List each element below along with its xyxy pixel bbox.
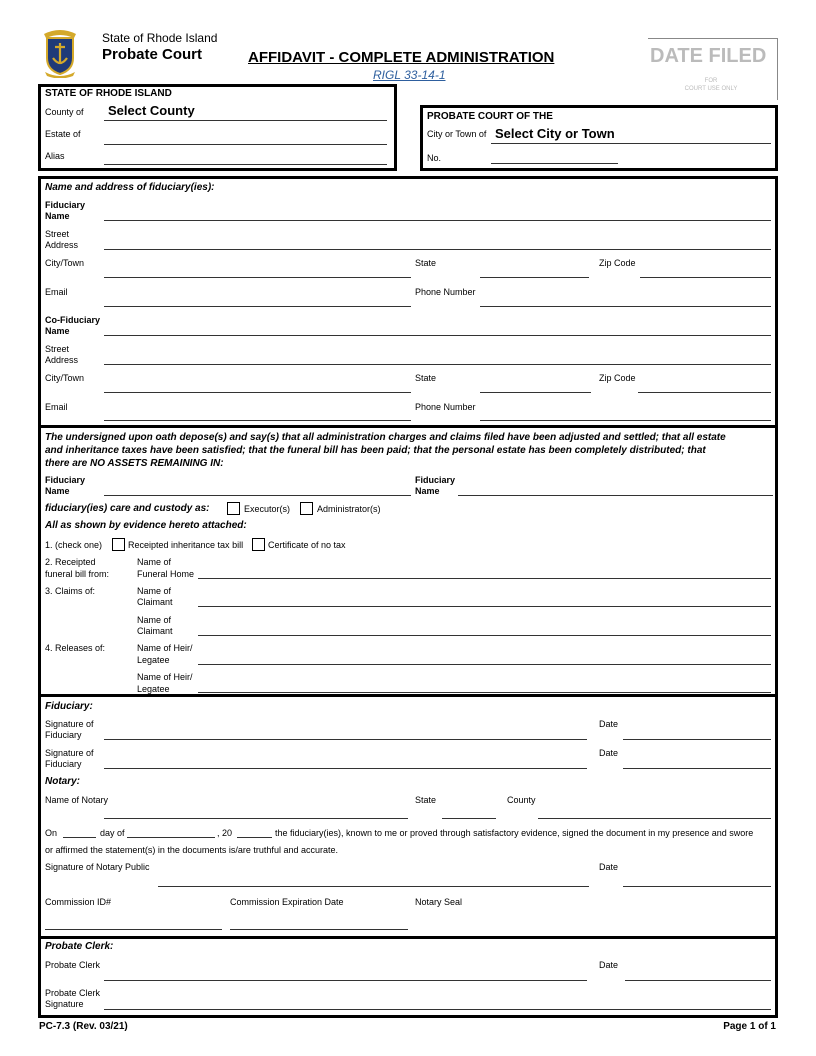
notary-date-field[interactable] [623,886,771,887]
administrator-checkbox[interactable] [300,502,313,515]
date-label: Date [599,960,619,970]
notary-name-field[interactable] [104,818,408,819]
phone-label: Phone Number [415,287,476,297]
jurat-text: the fiduciary(ies), known to me or proved through satisfactory evidence, signed the document in my presence and swore [275,828,754,838]
county-label: County of [45,107,84,117]
administrator-label: Administrator(s) [317,504,381,514]
co-fiduciary-label: Name [45,326,70,336]
court-use-only-label: COURT USE ONLY [684,86,738,92]
notary-signature-label: Signature of Notary Public [45,862,150,872]
commission-expiration-label: Commission Expiration Date [230,897,344,907]
street-label: Street [45,344,70,354]
executor-checkbox[interactable] [227,502,240,515]
date-filed-label: DATE FILED [650,45,767,67]
alias-label: Alias [45,151,65,161]
case-no-field[interactable] [491,163,618,164]
claimant-field-2[interactable] [198,635,771,636]
funeral-bill-label: funeral bill from: [45,569,110,579]
jurat-text: or affirmed the statement(s) in the documents is/are truthful and accurate. [45,845,338,855]
claimant-label: Claimant [137,597,173,607]
affidavit-text: and inheritance taxes have been satisfied; that the funeral bill has been paid; that the personal estate has been completely distributed; that [45,445,706,456]
court-heading: PROBATE COURT OF THE [427,111,553,122]
section-divider [39,936,777,939]
heir-label: Name of Heir/ [137,643,193,653]
estate-label: Estate of [45,129,81,139]
co-fiduciary-email-field[interactable] [104,420,411,421]
fiduciaries-heading: Name and address of fiduciary(ies): [45,182,215,193]
commission-id-field[interactable] [45,929,222,930]
co-fiduciary-state-field[interactable] [480,392,591,393]
state-name: State of Rhode Island [102,31,218,45]
probate-clerk-heading: Probate Clerk: [45,941,114,952]
claimant-label: Claimant [137,626,173,636]
fiduciary-name-label: Name [45,486,70,496]
county-label: County [507,795,536,805]
fiduciary-street-field[interactable] [104,249,771,250]
evidence-label: All as shown by evidence hereto attached: [45,520,247,531]
county-select[interactable]: Select County [108,103,195,118]
check-one-label: 1. (check one) [45,540,103,550]
city-field[interactable] [491,143,771,144]
case-no-label: No. [427,153,442,163]
co-fiduciary-street-field[interactable] [104,364,771,365]
date-label: Date [599,862,619,872]
zip-label: Zip Code [599,373,636,383]
jurat-day-of-label: day of [100,828,125,838]
probate-clerk-field[interactable] [104,980,587,981]
fiduciary-name-label: Fiduciary [415,475,456,485]
fiduciary-date-field-2[interactable] [623,768,771,769]
signature-label: Signature of [45,719,94,729]
clerk-signature-label: Signature [45,999,84,1009]
receipted-tax-checkbox[interactable] [112,538,125,551]
fiduciary-zip-field[interactable] [640,277,771,278]
state-seal-logo [40,28,80,78]
zip-label: Zip Code [599,258,636,268]
county-field[interactable] [104,120,387,121]
signature-label: Signature of [45,748,94,758]
co-fiduciary-name-field[interactable] [104,335,771,336]
care-custody-label: fiduciary(ies) care and custody as: [45,503,210,514]
fiduciary-signature-field-2[interactable] [104,768,587,769]
fiduciary-name-label: Fiduciary [45,475,86,485]
estate-field[interactable] [104,144,387,145]
state-label: State [415,795,437,805]
email-label: Email [45,287,68,297]
form-title: AFFIDAVIT - COMPLETE ADMINISTRATION [248,49,555,66]
commission-expiration-field[interactable] [230,929,408,930]
claims-label: 3. Claims of: [45,586,96,596]
date-label: Date [599,748,619,758]
claimant-field-1[interactable] [198,606,771,607]
affidavit-text: The undersigned upon oath depose(s) and say(s) that all administration charges and claims filed have been adjusted and settled; that all estate [45,432,726,443]
funeral-home-label: Funeral Home [137,569,195,579]
jurat-on-label: On [45,828,58,838]
fiduciary-signature-field-1[interactable] [104,739,587,740]
signature-label: Fiduciary [45,759,82,769]
claimant-label: Name of [137,586,172,596]
probate-clerk-label: Probate Clerk [45,960,101,970]
no-tax-label: Certificate of no tax [268,540,346,550]
commission-id-label: Commission ID# [45,897,112,907]
form-number: PC-7.3 (Rev. 03/21) [39,1021,128,1032]
city-town-label: City/Town [45,258,85,268]
affidavit-text: there are NO ASSETS REMAINING IN: [45,458,224,469]
street-label: Address [45,240,79,250]
fiduciary-name-field[interactable] [104,220,771,221]
heir-label: Name of Heir/ [137,672,193,682]
section-divider [39,425,777,428]
email-label: Email [45,402,68,412]
notary-signature-field[interactable] [158,886,589,887]
page-number: Page 1 of 1 [723,1021,776,1032]
jurat-day-field[interactable] [63,837,96,838]
affidavit-fiduciary-name-field[interactable] [104,495,411,496]
phone-label: Phone Number [415,402,476,412]
heir-field-2[interactable] [198,692,771,693]
fiduciary-name-label: Fiduciary [45,200,86,210]
date-label: Date [599,719,619,729]
claimant-label: Name of [137,615,172,625]
heir-label: Legatee [137,684,170,694]
notary-heading: Notary: [45,776,81,787]
co-fiduciary-phone-field[interactable] [480,420,771,421]
street-label: Street [45,229,70,239]
affidavit-fiduciary-name-field-2[interactable] [458,495,773,496]
street-label: Address [45,355,79,365]
fiduciary-city-field[interactable] [104,277,411,278]
notary-county-field[interactable] [538,818,771,819]
co-fiduciary-zip-field[interactable] [638,392,771,393]
fiduciary-name-label: Name [45,211,70,221]
co-fiduciary-city-field[interactable] [104,392,411,393]
signature-label: Fiduciary [45,730,82,740]
state-label: State [415,258,437,268]
fiduciary-email-field[interactable] [104,306,411,307]
fiduciary-heading: Fiduciary: [45,701,93,712]
clerk-signature-label: Probate Clerk [45,988,101,998]
probate-clerk-date-field[interactable] [625,980,771,981]
no-tax-checkbox[interactable] [252,538,265,551]
funeral-home-label: Name of [137,557,172,567]
funeral-home-field[interactable] [198,578,771,579]
court-name: Probate Court [102,46,203,63]
date-filed-box [648,38,778,100]
city-label: City or Town of [427,129,487,139]
fiduciary-date-field-1[interactable] [623,739,771,740]
receipted-tax-label: Receipted inheritance tax bill [128,540,244,550]
fiduciary-phone-field[interactable] [480,306,771,307]
jurat-month-field[interactable] [127,837,215,838]
heir-field-1[interactable] [198,664,771,665]
notary-name-label: Name of Notary [45,795,109,805]
executor-label: Executor(s) [244,504,291,514]
alias-field[interactable] [104,164,387,165]
releases-label: 4. Releases of: [45,643,106,653]
jurat-year-field[interactable] [237,837,272,838]
heir-label: Legatee [137,655,170,665]
notary-seal-label: Notary Seal [415,897,463,907]
funeral-bill-label: 2. Receipted [45,557,96,567]
fiduciary-name-label: Name [415,486,440,496]
statute-link[interactable]: RIGL 33-14-1 [373,68,446,82]
state-heading: STATE OF RHODE ISLAND [45,88,172,99]
fiduciary-state-field[interactable] [480,277,589,278]
clerk-signature-field[interactable] [104,1009,771,1010]
state-label: State [415,373,437,383]
notary-state-field[interactable] [442,818,496,819]
city-select[interactable]: Select City or Town [495,126,615,141]
co-fiduciary-label: Co-Fiduciary [45,315,101,325]
jurat-year-label: , 20 [217,828,233,838]
city-town-label: City/Town [45,373,85,383]
for-label: FOR [704,78,718,84]
